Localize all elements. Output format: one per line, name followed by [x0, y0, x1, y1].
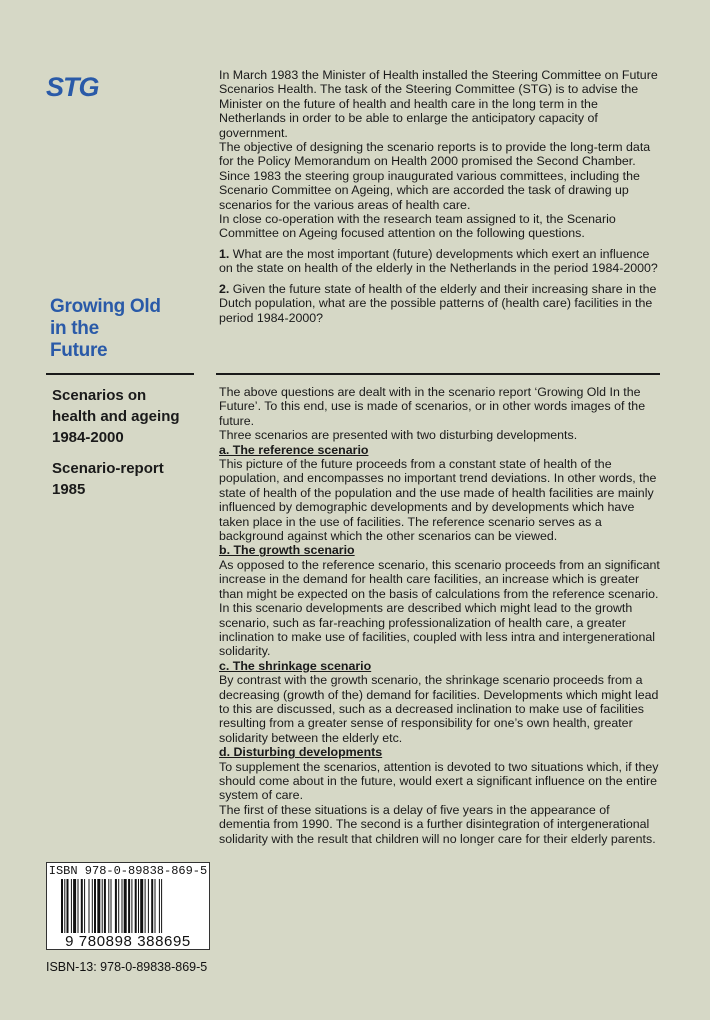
scenario-column [219, 385, 661, 846]
section-heading: a. The reference scenario [219, 442, 369, 457]
barcode-bars [61, 879, 197, 933]
report-label [52, 458, 202, 500]
paragraph: The above questions are dealt with in the scenario report ‘Growing Old In the Future’. To this end, use is made of scenarios, or in other words images of the future. [219, 385, 646, 428]
divider-left [46, 373, 194, 375]
paragraph: Three scenarios are presented with two disturbing developments. [219, 428, 578, 443]
question-text: What are the most important (future) developments which exert an influence on the state on health of the elderly in the Netherlands in the period 1984-2000? [219, 246, 658, 276]
barcode-bar [159, 879, 160, 933]
paragraph: In March 1983 the Minister of Health installed the Steering Committee on Future Scenarios Health. The task of the Steering Committee (STG) is to advise the Minister on the future of health and health care in the long term in the Netherlands in order to be able to enlarge the anticipatory capacity of government. [219, 68, 658, 140]
barcode-bar [145, 879, 146, 933]
report-label-line: 1985 [52, 481, 86, 498]
barcode-bar [118, 879, 119, 933]
report-label-line: Scenario-report [52, 460, 164, 477]
series-title [50, 296, 200, 362]
barcode-bar [155, 879, 156, 933]
subtitle [52, 385, 202, 448]
barcode-bar [138, 879, 139, 933]
barcode-digits: 9 780898 388695 [65, 933, 191, 950]
barcode-bar [111, 879, 112, 933]
subtitle-line: health and ageing [52, 408, 180, 425]
paragraph: As opposed to the reference scenario, this scenario proceeds from an significant increase in the demand for health care facilities, an increase which is greater than might be expected on the basis of calculations from the reference scenario. In this scenario developments are described which might lead to the growth scenario, such as far-reaching professionalization of health care, a greater inclination to make use of facilities, coupled with less intra and intergenerational solidarity. [219, 557, 660, 659]
barcode-bar [131, 879, 132, 933]
question-text: Given the future state of health of the elderly and their increasing share in the Dutch population, what are the possible patterns of (health care) facilities in the period 1984-2000? [219, 281, 657, 325]
barcode-bar [161, 879, 162, 933]
paragraph: The first of these situations is a delay of five years in the appearance of dementia from 1990. The second is a further disintegration of intergenerational solidarity with the result that children will no longer care for their elderly parents. [219, 802, 656, 846]
series-title-line: in the [50, 318, 99, 339]
section-heading: c. The shrinkage scenario [219, 658, 372, 673]
barcode-bar [128, 879, 130, 933]
barcode-bar [115, 879, 117, 933]
barcode-bar [61, 879, 63, 933]
intro-column [219, 68, 661, 325]
section-heading: d. Disturbing developments [219, 745, 383, 760]
barcode-bar [64, 879, 65, 933]
barcode-bar [124, 879, 127, 933]
question [219, 282, 661, 325]
paragraph: In close co-operation with the research team assigned to it, the Scenario Committee on Ageing focused attention on the following questions. [219, 212, 616, 241]
barcode-isbn-text: ISBN 978-0-89838-869-5 [48, 864, 208, 878]
barcode-bar [78, 879, 79, 933]
barcode-bar [108, 879, 109, 933]
question [219, 247, 661, 276]
barcode-bar [73, 879, 76, 933]
paragraph: Since 1983 the steering group inaugurated various committees, including the Scenario Committee on Ageing, which are accorded the task of drawing up scenarios for the various areas of health care. [219, 168, 640, 212]
paragraph: By contrast with the growth scenario, the shrinkage scenario proceeds from a decreasing (growth of the) demand for facilities. Developments which might lead to this are discussed, such as a decreased inclination to make use of facilities resulting from a greater sense of responsibility for one’s own health, greater solidarity between the elderly etc. [219, 673, 659, 745]
barcode-bar [102, 879, 103, 933]
barcode-bar [67, 879, 69, 933]
series-title-line: Growing Old [50, 296, 161, 317]
barcode-bar [135, 879, 137, 933]
barcode-bar [148, 879, 149, 933]
barcode-bar [94, 879, 96, 933]
barcode [46, 862, 210, 950]
barcode-bar [89, 879, 90, 933]
barcode-bar [104, 879, 106, 933]
subtitle-line: Scenarios on [52, 387, 147, 404]
paragraph: This picture of the future proceeds from a constant state of health of the population, and encompasses no important trend deviations. In other words, the state of health of the population and the use made of health facilities are mainly influenced by demographic developments and by developments which have taken place in the use of facilities. The reference scenario serves as a background against which the other scenarios can be viewed. [219, 457, 657, 544]
question-number: 1. [219, 246, 230, 261]
divider-right [216, 373, 660, 375]
isbn-13: ISBN-13: 978-0-89838-869-5 [46, 960, 208, 974]
question-number: 2. [219, 281, 230, 296]
barcode-bar [81, 879, 83, 933]
barcode-bar [140, 879, 143, 933]
barcode-bar [84, 879, 85, 933]
section-heading: b. The growth scenario [219, 543, 355, 558]
barcode-bar [71, 879, 72, 933]
barcode-bar [122, 879, 123, 933]
paragraph: To supplement the scenarios, attention is devoted to two situations which, if they should come about in the future, would exert a significant influence on the entire system of care. [219, 759, 659, 803]
paragraph: The objective of designing the scenario reports is to provide the long-term data for the Policy Memorandum on Health 2000 promised the Second Chamber. [219, 140, 651, 169]
barcode-bar [97, 879, 100, 933]
barcode-bar [151, 879, 153, 933]
subtitle-line: 1984-2000 [52, 429, 124, 446]
series-title-line: Future [50, 340, 108, 361]
barcode-bar [92, 879, 93, 933]
stg-logo: STG [46, 72, 99, 102]
